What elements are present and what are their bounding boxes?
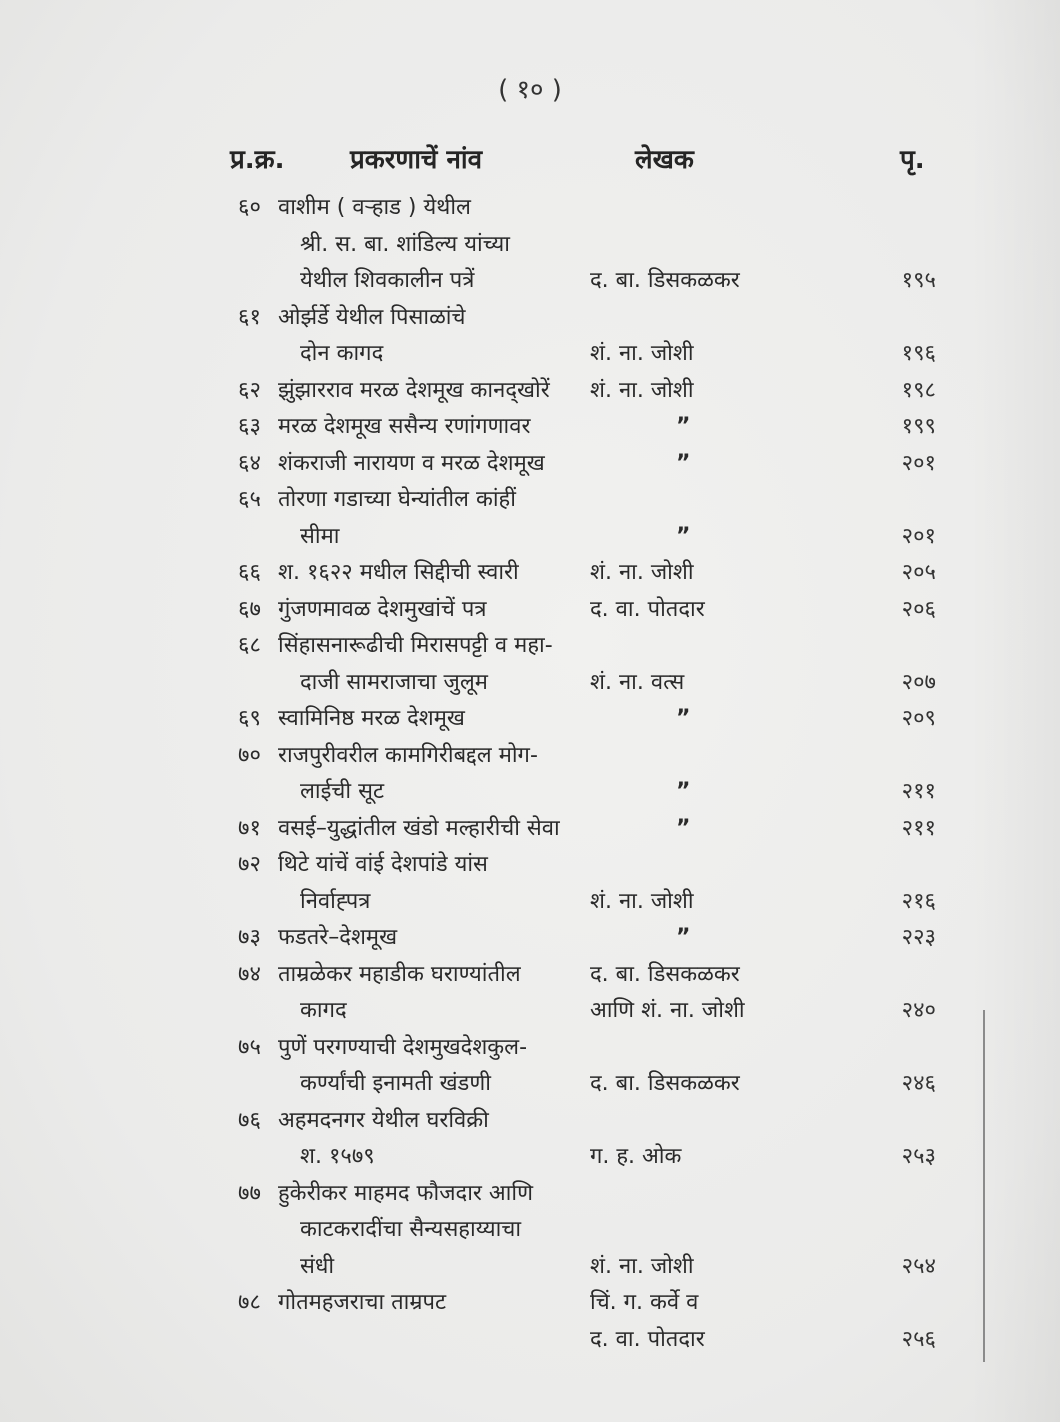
chapter-page: २११: [901, 779, 936, 804]
page-number: ( १० ): [498, 75, 562, 105]
chapter-page: २४६: [901, 1071, 936, 1096]
contents-line: [0, 1285, 1060, 1322]
chapter-title: लाईची सूट: [300, 779, 385, 804]
chapter-author: द. वा. पोतदार: [590, 596, 705, 622]
chapter-title: ओर्झर्डे येथील पिसाळांचे: [278, 304, 466, 330]
contents-line: [0, 774, 1060, 811]
chapter-page: २०१: [901, 523, 936, 549]
contents-line: [0, 957, 1060, 994]
contents-line: [0, 300, 1060, 337]
contents-line: [0, 701, 1060, 738]
contents-line: [0, 519, 1060, 556]
chapter-author: ”: [676, 450, 691, 476]
contents-line: [0, 847, 1060, 884]
contents-line: [0, 1322, 1060, 1359]
chapter-title: मरळ देशमूख ससैन्य रणांगणावर: [278, 414, 531, 439]
chapter-title: काटकरादींचा सैन्यसहाय्याचा: [300, 1217, 522, 1242]
contents-line: [0, 1030, 1060, 1067]
contents-line: [0, 920, 1060, 957]
contents-line: [0, 409, 1060, 446]
chapter-author: ग. ह. ओक: [590, 1144, 682, 1169]
chapter-number: ७७: [238, 1180, 261, 1206]
chapter-author: ”: [676, 523, 691, 549]
header-author: लेखक: [635, 145, 694, 175]
chapter-title: निर्वाह्पत्र: [300, 888, 371, 914]
chapter-number: ७५: [238, 1034, 261, 1060]
contents-line: [0, 811, 1060, 848]
chapter-page: २०६: [901, 596, 936, 622]
chapter-number: ७२: [238, 852, 261, 877]
chapter-author: शं. ना. जोशी: [590, 341, 694, 366]
chapter-title: कागद: [300, 998, 347, 1023]
chapter-number: ७८: [238, 1290, 261, 1315]
chapter-page: १९६: [901, 341, 936, 366]
chapter-author: ”: [676, 815, 691, 841]
chapter-title: गुंजणमावळ देशमुखांचें पत्र: [278, 596, 487, 622]
chapter-page: २०१: [901, 450, 936, 476]
chapter-author: ”: [676, 706, 691, 731]
chapter-number: ६५: [238, 487, 261, 512]
chapter-page: २१६: [901, 888, 936, 914]
chapter-author: चिं. ग. कर्वे व: [590, 1290, 699, 1315]
chapter-author: द. वा. पोतदार: [590, 1326, 705, 1352]
contents-line: [0, 263, 1060, 300]
contents-line: [0, 993, 1060, 1030]
chapter-page: २११: [901, 815, 936, 841]
chapter-page: २२३: [901, 925, 936, 950]
chapter-title: थिटे यांचें वांई देशपांडे यांस: [278, 852, 488, 877]
contents-line: [0, 884, 1060, 921]
chapter-title: श. १६२२ मधील सिद्दीची स्वारी: [278, 560, 519, 585]
chapter-number: ६०: [238, 195, 261, 220]
chapter-author: शं. ना. जोशी: [590, 560, 694, 585]
chapter-title: गोतमहजराचा ताम्रपट: [278, 1290, 447, 1315]
chapter-number: ६८: [238, 633, 261, 658]
chapter-title: वसई–युद्धांतील खंडो मल्हारीची सेवा: [278, 815, 560, 841]
chapter-number: ६३: [238, 414, 261, 439]
contents-line: [0, 373, 1060, 410]
chapter-title: स्वामिनिष्ठ मरळ देशमूख: [278, 706, 465, 731]
contents-line: [0, 1103, 1060, 1140]
chapter-title: सिंहासनारूढीची मिरासपट्टी व महा-: [278, 633, 553, 658]
header-page: पृ.: [900, 145, 925, 175]
chapter-page: २०७: [901, 669, 936, 695]
chapter-author: ”: [676, 414, 691, 439]
chapter-number: ७६: [238, 1107, 261, 1133]
chapter-page: १९८: [901, 377, 936, 403]
contents-list: [0, 190, 1060, 1358]
chapter-author: ”: [676, 779, 691, 804]
chapter-title: पुणें परगण्याची देशमुखदेशकुल-: [278, 1034, 528, 1060]
chapter-author: शं. ना. वत्स: [590, 669, 685, 695]
contents-line: [0, 227, 1060, 264]
contents-line: [0, 336, 1060, 373]
chapter-author: शं. ना. जोशी: [590, 888, 694, 914]
chapter-page: २५३: [901, 1144, 936, 1169]
contents-line: [0, 665, 1060, 702]
header-chapter-number: प्र.क्र.: [230, 145, 285, 175]
chapter-title: हुकेरीकर माहमद फौजदार आणि: [278, 1180, 533, 1206]
contents-line: [0, 446, 1060, 483]
chapter-number: ६१: [238, 304, 261, 330]
chapter-number: ६७: [238, 596, 261, 622]
chapter-number: ६४: [238, 450, 261, 476]
chapter-author: ”: [676, 925, 691, 950]
contents-line: [0, 1066, 1060, 1103]
chapter-title: राजपुरीवरील कामगिरीबद्दल मोग-: [278, 742, 538, 768]
chapter-page: २४०: [901, 998, 936, 1023]
chapter-title: दोन कागद: [300, 341, 384, 366]
chapter-number: ६९: [238, 706, 261, 731]
chapter-title: येथील शिवकालीन पत्रें: [300, 268, 475, 293]
contents-line: [0, 190, 1060, 227]
chapter-title: श्री. स. बा. शांडिल्य यांच्या: [300, 231, 510, 257]
chapter-title: फडतरे–देशमूख: [278, 925, 398, 950]
chapter-number: ७१: [238, 815, 261, 841]
chapter-page: १९९: [901, 414, 936, 439]
chapter-title: सीमा: [300, 523, 340, 549]
chapter-number: ६६: [238, 560, 261, 585]
chapter-title: अहमदनगर येथील घरविक्री: [278, 1107, 489, 1133]
contents-line: [0, 1176, 1060, 1213]
chapter-number: ७०: [238, 742, 261, 768]
chapter-page: २०५: [901, 560, 936, 585]
contents-line: [0, 1139, 1060, 1176]
contents-line: [0, 738, 1060, 775]
chapter-number: ६२: [238, 377, 261, 403]
contents-line: [0, 1249, 1060, 1286]
header-chapter-title: प्रकरणाचें नांव: [350, 145, 483, 175]
chapter-author: आणि शं. ना. जोशी: [590, 998, 745, 1023]
chapter-title: कर्ण्यांची इनामती खंडणी: [300, 1071, 491, 1096]
chapter-title: ताम्रळेकर महाडीक घराण्यांतील: [278, 961, 521, 987]
chapter-page: २५६: [901, 1326, 936, 1352]
chapter-title: झुंझारराव मरळ देशमूख कानद्खोरें: [278, 377, 550, 403]
chapter-title: वाशीम ( वऱ्हाड ) येथील: [278, 195, 471, 220]
chapter-page: २५४: [901, 1253, 936, 1279]
chapter-title: श. १५७९: [300, 1144, 375, 1169]
chapter-title: तोरणा गडाच्या घेन्यांतील कांहीं: [278, 487, 516, 512]
contents-line: [0, 555, 1060, 592]
contents-line: [0, 482, 1060, 519]
chapter-page: १९५: [901, 268, 936, 293]
chapter-title: संधी: [300, 1253, 335, 1279]
chapter-author: शं. ना. जोशी: [590, 1253, 694, 1279]
chapter-title: शंकराजी नारायण व मरळ देशमूख: [278, 450, 545, 476]
contents-line: [0, 628, 1060, 665]
chapter-author: द. बा. डिसकळकर: [590, 1071, 740, 1096]
chapter-number: ७४: [238, 961, 261, 987]
contents-line: [0, 1212, 1060, 1249]
contents-line: [0, 592, 1060, 629]
chapter-author: द. बा. डिसकळकर: [590, 961, 740, 987]
chapter-author: शं. ना. जोशी: [590, 377, 694, 403]
chapter-page: २०९: [901, 706, 936, 731]
chapter-author: द. बा. डिसकळकर: [590, 268, 740, 293]
chapter-number: ७३: [238, 925, 261, 950]
chapter-title: दाजी सामराजाचा जुलूम: [300, 669, 488, 695]
